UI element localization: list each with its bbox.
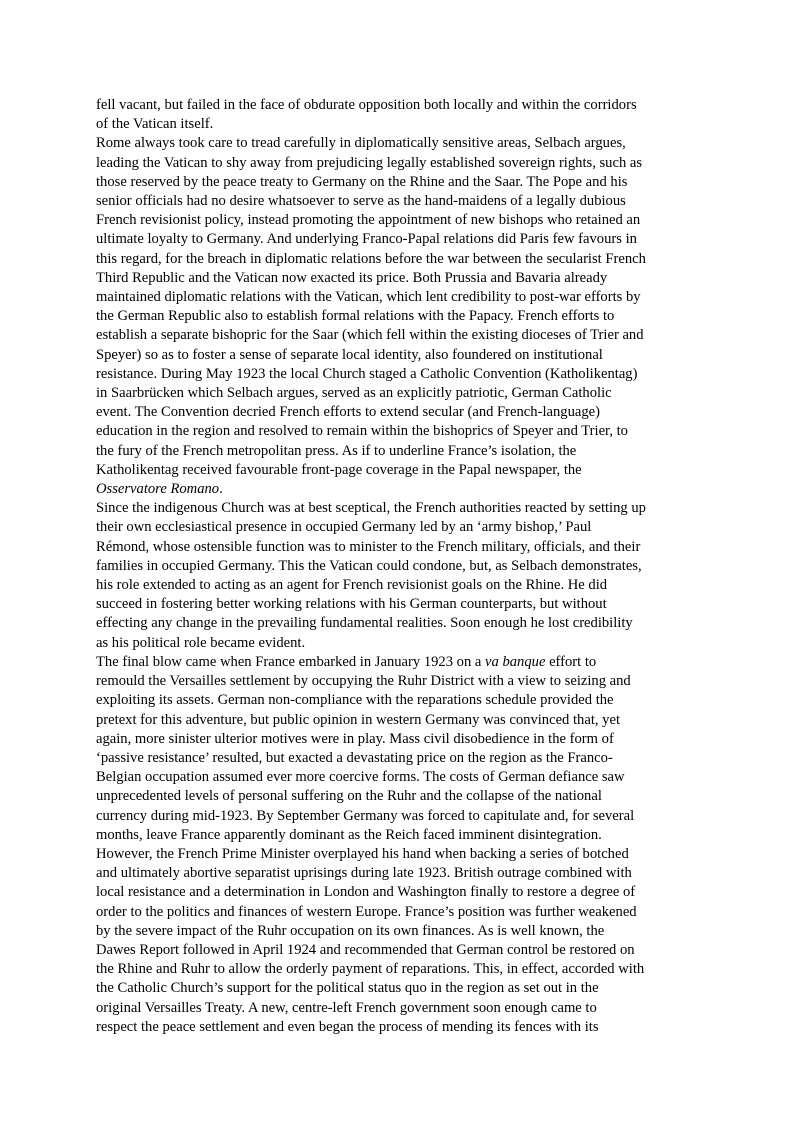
text-segment: resistance. During May 1923 the local Church staged a Catholic Convention (Katholikentag): [96, 365, 638, 382]
text-segment: Since the indigenous Church was at best sceptical, the French authorities reacted by setting up: [96, 500, 646, 517]
text-segment: senior officials had no desire whatsoever to serve as the hand-maidens of a legally dubious: [96, 193, 626, 210]
text-line: [96, 595, 706, 614]
text-segment: currency during mid-1923. By September Germany was forced to capitulate and, for several: [96, 807, 635, 824]
text-line: [96, 634, 706, 653]
text-segment: remould the Versailles settlement by occupying the Ruhr District with a view to seizing and: [96, 673, 631, 690]
text-line: [96, 250, 706, 269]
text-line: [96, 787, 706, 806]
text-line: [96, 557, 706, 576]
text-line: [96, 115, 706, 134]
text-line: [96, 922, 706, 941]
text-segment: Speyer) so as to foster a sense of separate local identity, also foundered on institutional: [96, 346, 603, 363]
text-segment: effort to: [545, 653, 597, 670]
text-line: [96, 96, 706, 115]
text-segment: education in the region and resolved to remain within the bishoprics of Speyer and Trier, to: [96, 423, 628, 440]
text-segment: leading the Vatican to shy away from prejudicing legally established sovereign rights, such as: [96, 154, 643, 171]
text-line: [96, 211, 706, 230]
text-line: [96, 173, 706, 192]
text-segment: ultimate loyalty to Germany. And underlying Franco-Papal relations did Paris few favours in: [96, 231, 637, 248]
text-line: [96, 576, 706, 595]
text-segment: .: [219, 481, 223, 498]
text-segment: families in occupied Germany. This the Vatican could condone, but, as Selbach demonstrates,: [96, 557, 642, 574]
paragraph: [96, 653, 706, 1037]
text-segment: establish a separate bishopric for the Saar (which fell within the existing dioceses of Trier and: [96, 327, 644, 344]
text-line: [96, 941, 706, 960]
text-segment: Belgian occupation assumed ever more coercive forms. The costs of German defiance saw: [96, 769, 625, 786]
text-segment: succeed in fostering better working relations with his German counterparts, but without: [96, 596, 607, 613]
text-line: [96, 768, 706, 787]
italic-text: Osservatore Romano: [96, 481, 220, 498]
text-segment: fell vacant, but failed in the face of obdurate opposition both locally and within the corridors: [96, 97, 637, 113]
text-line: [96, 499, 706, 518]
text-line: [96, 614, 706, 633]
text-line: [96, 230, 706, 249]
text-line: [96, 326, 706, 345]
text-segment: again, more sinister ulterior motives were in play. Mass civil disobedience in the form of: [96, 730, 614, 747]
text-segment: However, the French Prime Minister overplayed his hand when backing a series of botched: [96, 845, 629, 862]
text-segment: his role extended to acting as an agent for French revisionist goals on the Rhine. He did: [96, 577, 608, 594]
text-segment: maintained diplomatic relations with the Vatican, which lent credibility to post-war efforts by: [96, 289, 641, 306]
text-line: [96, 422, 706, 441]
text-segment: original Versailles Treaty. A new, centre-left French government soon enough came to: [96, 999, 597, 1016]
text-segment: the Rhine and Ruhr to allow the orderly payment of reparations. This, in effect, accorded with: [96, 961, 645, 978]
text-line: [96, 1018, 706, 1037]
text-line: [96, 461, 706, 480]
text-segment: months, leave France apparently dominant as the Reich faced imminent disintegration.: [96, 826, 602, 843]
text-segment: the German Republic also to establish formal relations with the Papacy. French efforts to: [96, 308, 615, 325]
text-line: [96, 480, 706, 499]
text-line: [96, 192, 706, 211]
text-segment: pretext for this adventure, but public opinion in western Germany was convinced that, yet: [96, 711, 621, 728]
text-segment: Katholikentag received favourable front-page coverage in the Papal newspaper, the: [96, 461, 582, 478]
text-segment: Dawes Report followed in April 1924 and recommended that German control be restored on: [96, 941, 635, 958]
text-segment: Rome always took care to tread carefully in diplomatically sensitive areas, Selbach argues,: [96, 135, 626, 152]
text-segment: the Catholic Church’s support for the political status quo in the region as set out in the: [96, 980, 599, 997]
text-line: [96, 672, 706, 691]
text-segment: their own ecclesiastical presence in occupied Germany led by an ‘army bishop,’ Paul: [96, 519, 592, 536]
text-line: [96, 288, 706, 307]
text-line: [96, 960, 706, 979]
text-line: [96, 384, 706, 403]
text-line: [96, 269, 706, 288]
text-segment: exploiting its assets. German non-compliance with the reparations schedule provided the: [96, 692, 614, 709]
text-segment: The final blow came when France embarked in January 1923 on a: [96, 653, 486, 670]
text-line: [96, 826, 706, 845]
text-line: [96, 845, 706, 864]
text-line: [96, 365, 706, 384]
text-line: [96, 807, 706, 826]
text-segment: of the Vatican itself.: [96, 116, 214, 133]
text-segment: those reserved by the peace treaty to Germany on the Rhine and the Saar. The Pope and his: [96, 173, 628, 190]
document-page: [96, 96, 706, 1037]
paragraph: [96, 134, 706, 499]
text-segment: this regard, for the breach in diplomatic relations before the war between the secularist French: [96, 250, 646, 267]
text-line: [96, 730, 706, 749]
text-line: [96, 691, 706, 710]
text-line: [96, 442, 706, 461]
text-segment: Rémond, whose ostensible function was to minister to the French military, officials, and their: [96, 538, 641, 555]
text-segment: by the severe impact of the Ruhr occupation on its own finances. As is well known, the: [96, 922, 605, 939]
text-line: [96, 518, 706, 537]
text-segment: order to the politics and finances of western Europe. France’s position was further weakened: [96, 903, 637, 920]
text-segment: and ultimately abortive separatist uprisings during late 1923. British outrage combined with: [96, 865, 632, 882]
text-line: [96, 134, 706, 153]
text-line: [96, 711, 706, 730]
text-segment: effecting any change in the prevailing fundamental realities. Soon enough he lost credibility: [96, 615, 633, 632]
text-segment: event. The Convention decried French efforts to extend secular (and French-language): [96, 404, 600, 421]
text-line: [96, 979, 706, 998]
text-segment: unprecedented levels of personal suffering on the Ruhr and the collapse of the national: [96, 788, 602, 805]
text-line: [96, 903, 706, 922]
text-line: [96, 653, 706, 672]
text-line: [96, 999, 706, 1018]
text-segment: Third Republic and the Vatican now exacted its price. Both Prussia and Bavaria already: [96, 269, 608, 286]
text-line: [96, 749, 706, 768]
text-segment: French revisionist policy, instead promoting the appointment of new bishops who retained an: [96, 212, 641, 229]
text-line: [96, 538, 706, 557]
text-segment: local resistance and a determination in London and Washington finally to restore a degree of: [96, 884, 636, 901]
text-segment: the fury of the French metropolitan press. As if to underline France’s isolation, the: [96, 442, 577, 459]
text-line: [96, 883, 706, 902]
italic-text: va banque: [485, 653, 546, 670]
text-line: [96, 864, 706, 883]
text-segment: in Saarbrücken which Selbach argues, served as an explicitly patriotic, German Catholic: [96, 385, 612, 402]
text-segment: as his political role became evident.: [96, 634, 306, 651]
text-line: [96, 307, 706, 326]
text-line: [96, 403, 706, 422]
text-segment: respect the peace settlement and even began the process of mending its fences with its: [96, 1018, 599, 1035]
paragraph: [96, 96, 706, 134]
text-line: [96, 154, 706, 173]
text-line: [96, 346, 706, 365]
text-segment: ‘passive resistance’ resulted, but exacted a devastating price on the region as the Franco-: [96, 749, 613, 766]
paragraph: [96, 499, 706, 653]
